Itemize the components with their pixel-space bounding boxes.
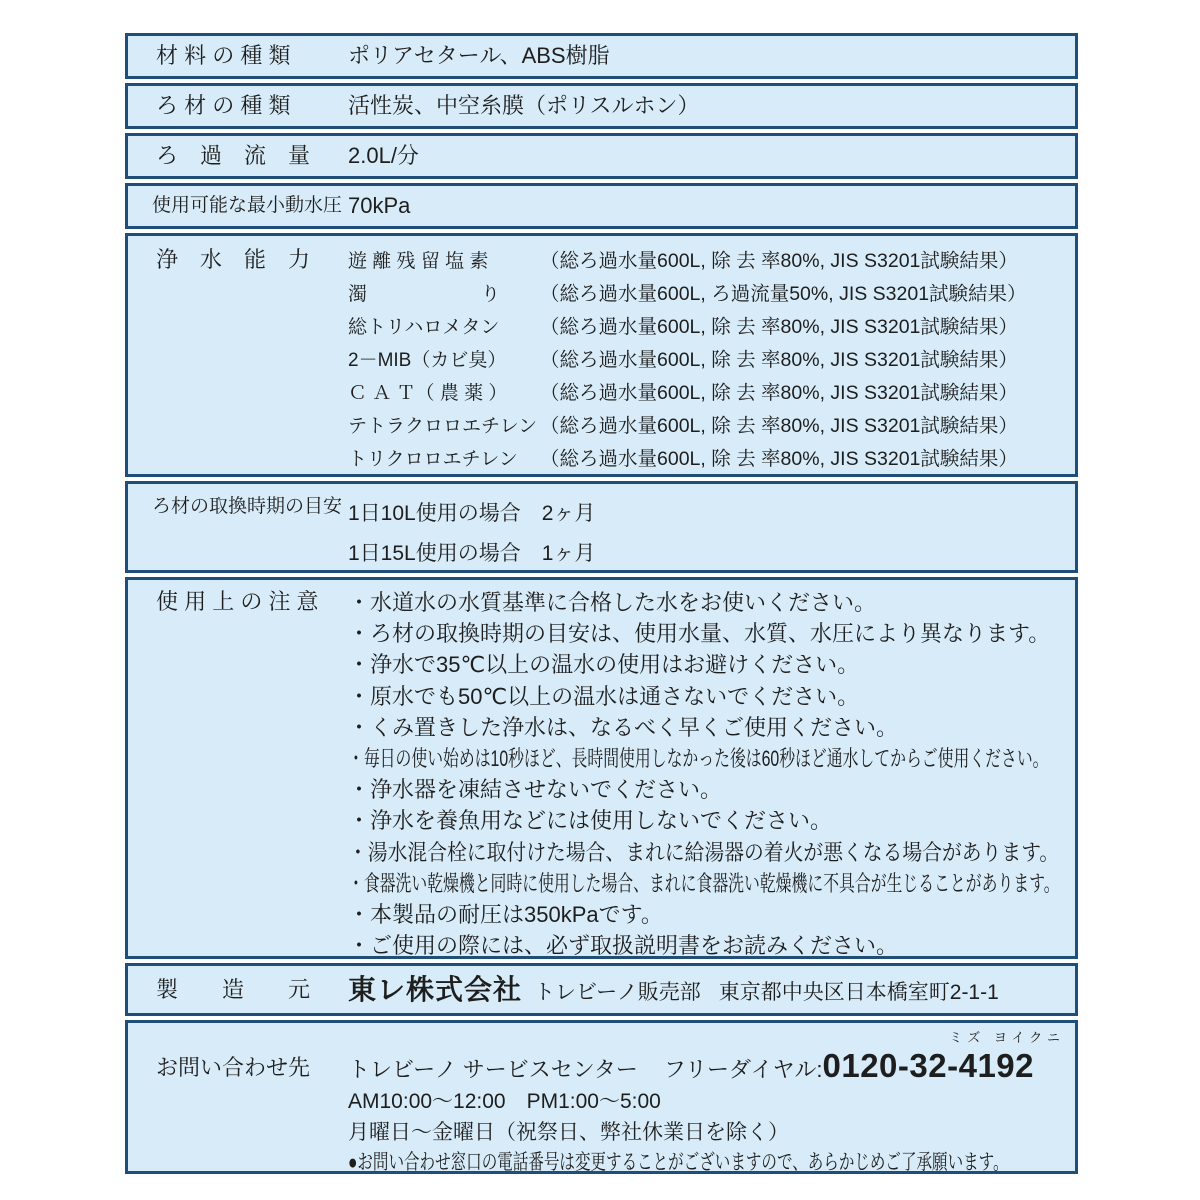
purification-line (348, 245, 1075, 278)
usage-note: ・湯水混合栓に取付けた場合、まれに給湯器の着火が悪くなる場合があります。 (348, 839, 1060, 865)
purification-list (348, 245, 1075, 476)
spec-sheet (125, 33, 1078, 1174)
phone-number: 0120-32-4192 (822, 1047, 1035, 1084)
manufacturer-label: 製 造 元 (156, 976, 311, 1002)
contact-days: 月曜日～金曜日（祝祭日、弊社休業日を除く） (348, 1121, 789, 1144)
substance-name: Ｃ Ａ Ｔ（ 農 薬 ） (348, 383, 508, 404)
material-label: 材 料 の 種 類 (156, 43, 291, 69)
flow-rate-label: ろ 過 流 量 (156, 143, 311, 169)
substance-name: 総トリハロメタン (348, 317, 500, 338)
purification-line (348, 344, 1075, 377)
usage-notes-label: 使 用 上 の 注 意 (156, 589, 319, 614)
substance-condition: （総ろ過水量600L, ろ過流量50%, JIS S3201試験結果） (540, 283, 1027, 305)
usage-note: ・ご使用の際には、必ず取扱説明書をお読みください。 (348, 933, 899, 959)
contact-phone-line (348, 1046, 1065, 1086)
purification-label: 浄 水 能 力 (156, 247, 311, 272)
substance-condition: （総ろ過水量600L, 除 去 率80%, JIS S3201試験結果） (540, 448, 1018, 470)
usage-note: ・水道水の水質基準に合格した水をお使いください。 (348, 590, 877, 615)
usage-notes-list (348, 587, 1075, 961)
usage-note: ・くみ置きした浄水は、なるべく早くご使用ください。 (348, 714, 899, 740)
purification-line (348, 410, 1075, 443)
min-pressure-value: 70kPa (348, 193, 411, 219)
row-material (125, 33, 1078, 79)
usage-note: ・ろ材の取換時期の目安は、使用水量、水質、水圧により異なります。 (348, 621, 1051, 647)
substance-condition: （総ろ過水量600L, 除 去 率80%, JIS S3201試験結果） (540, 349, 1018, 371)
manufacturer-company: 東レ株式会社 (348, 973, 523, 1005)
usage-note: ・浄水器を凍結させないでください。 (348, 777, 723, 803)
manufacturer-division: トレビーノ販売部 (534, 980, 701, 1004)
substance-condition: （総ろ過水量600L, 除 去 率80%, JIS S3201試験結果） (540, 382, 1018, 404)
contact-label: お問い合わせ先 (156, 1055, 311, 1080)
usage-note: ・毎日の使い始めは10秒ほど、長時間使用しなかった後は60秒ほど通水してからご使用ください。 (348, 746, 1049, 772)
freedial-label: フリーダイヤル: (663, 1057, 823, 1082)
usage-note: ・本製品の耐圧は350kPaです。 (348, 902, 663, 928)
contact-note: ●お問い合わせ窓口の電話番号は変更することがございますので、あらかじめご了承願います。 (348, 1151, 1009, 1174)
substance-condition: （総ろ過水量600L, 除 去 率80%, JIS S3201試験結果） (540, 415, 1018, 437)
substance-name: 濁 り (348, 284, 501, 305)
manufacturer-address: 東京都中央区日本橋室町2-1-1 (718, 980, 999, 1004)
usage-note: ・浄水を養魚用などには使用しないでください。 (348, 808, 833, 834)
row-contact (125, 1020, 1078, 1174)
flow-rate-value: 2.0L/分 (348, 143, 419, 169)
filter-media-value: 活性炭、中空糸膜（ポリスルホン） (348, 93, 700, 119)
row-min-pressure (125, 183, 1078, 229)
replacement-line: 1日10L使用の場合 2ヶ月 (348, 502, 596, 525)
substance-name: 遊 離 残 留 塩 素 (348, 251, 489, 272)
row-manufacturer (125, 963, 1078, 1016)
substance-condition: （総ろ過水量600L, 除 去 率80%, JIS S3201試験結果） (540, 250, 1018, 272)
purification-line (348, 278, 1075, 311)
purification-line (348, 311, 1075, 344)
substance-condition: （総ろ過水量600L, 除 去 率80%, JIS S3201試験結果） (540, 316, 1018, 338)
row-filter-media (125, 83, 1078, 129)
contact-value (348, 1029, 1075, 1178)
row-usage-notes (125, 577, 1078, 959)
contact-hours: AM10:00～12:00 PM1:00～5:00 (348, 1090, 661, 1113)
purification-line (348, 443, 1075, 476)
substance-name: トリクロロエチレン (348, 449, 518, 470)
service-center-name: トレビーノ サービスセンター (348, 1057, 638, 1082)
substance-name: 2－MIB（カビ臭） (348, 350, 507, 371)
usage-note: ・食器洗い乾燥機と同時に使用した場合、まれに食器洗い乾燥機に不具合が生じることがあります。 (348, 870, 1060, 896)
filter-media-label: ろ 材 の 種 類 (156, 93, 291, 119)
purification-line (348, 377, 1075, 410)
min-pressure-label: 使用可能な最小動水圧 (152, 195, 343, 217)
row-purification (125, 233, 1078, 477)
substance-name: テトラクロロエチレン (348, 416, 538, 437)
row-replacement (125, 481, 1078, 573)
replacement-line: 1日15L使用の場合 1ヶ月 (348, 542, 596, 565)
manufacturer-value (348, 971, 1075, 1009)
material-value: ポリアセタール、ABS樹脂 (348, 43, 610, 69)
phone-furigana: ミズ ヨイクニ (949, 1030, 1065, 1045)
usage-note: ・原水でも50℃以上の温水は通さないでください。 (348, 683, 860, 709)
row-flow-rate (125, 133, 1078, 179)
replacement-label: ろ材の取換時期の目安 (152, 496, 343, 517)
replacement-values (348, 494, 1075, 574)
usage-note: ・浄水で35℃以上の温水の使用はお避けください。 (348, 652, 860, 678)
